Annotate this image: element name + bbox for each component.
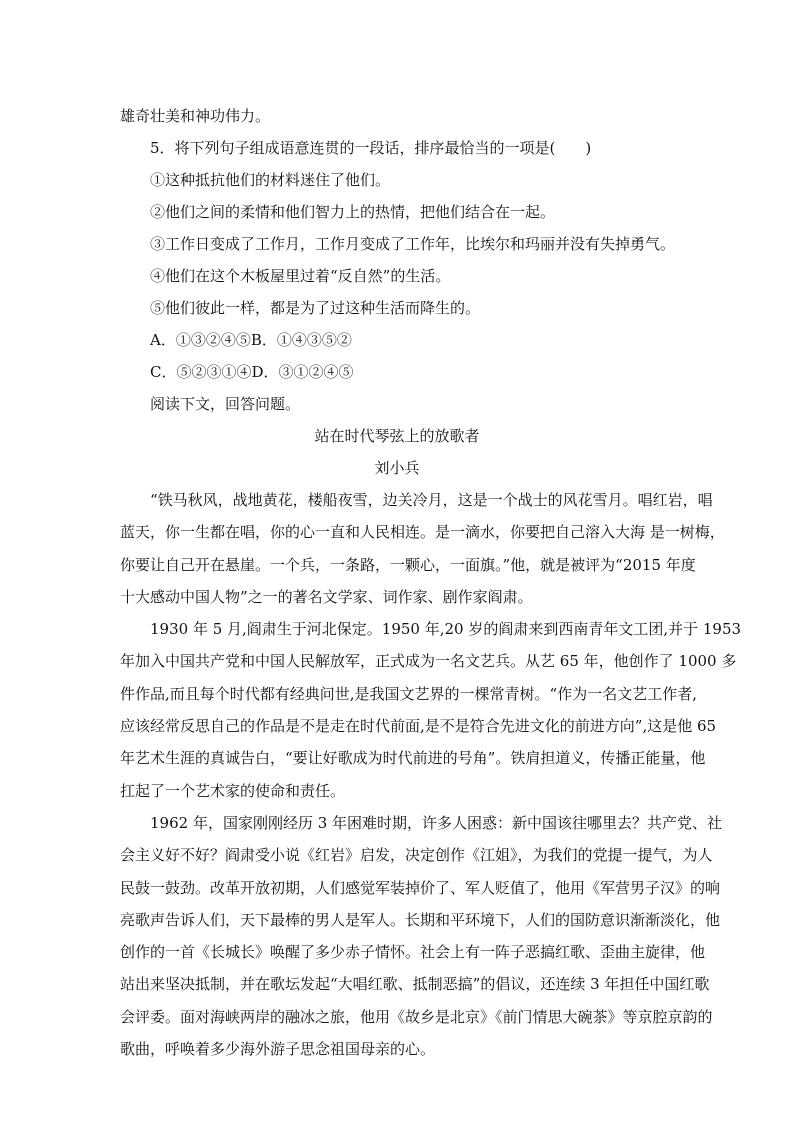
sentence-option: ③工作日变成了工作月，工作月变成了工作年，比埃尔和玛丽并没有失掉勇气。 [150, 235, 676, 253]
paragraph-line: 亮歌声告诉人们，天下最棒的男人是军人。长期和平环境下，人们的国防意识渐渐淡化，他 [120, 910, 721, 929]
sentence-option: ①这种抵抗他们的材料迷住了他们。 [150, 171, 391, 189]
article-title: 站在时代琴弦上的放歌者 [314, 427, 480, 445]
article-author: 刘小兵 [374, 459, 420, 477]
paragraph-line: 1962 年，国家刚刚经历 3 年困难时期，许多人困惑：新中国该往哪里去？共产党、社 [150, 813, 723, 832]
paragraph-line: 民鼓一鼓劲。改革开放初期，人们感觉军装掉价了、军人贬值了，他用《军营男子汉》的响 [120, 878, 721, 897]
document-page [120, 100, 742, 1065]
paragraph-2 [120, 613, 742, 807]
paragraph-line: 件作品,而且每个时代都有经典问世,是我国文艺界的一棵常青树。“作为一名文艺工作者, [120, 684, 697, 703]
sentence-option: ④他们在这个木板屋里过着“反自然”的生活。 [150, 267, 451, 285]
paragraph-line: 会评委。面对海峡两岸的融冰之旅，他用《故乡是北京》《前门情思大碗茶》等京腔京韵的 [120, 1007, 713, 1026]
paragraph-3 [120, 807, 723, 1065]
reading-instruction: 阅读下文，回答问题。 [150, 395, 301, 413]
paragraph-line: 蓝天，你一生都在唱，你的心一直和人民相连。是一滴水，你要把自己溶入大海 是一树梅， [120, 523, 725, 542]
paragraph-line: 1930 年 5 月,阎肃生于河北保定。1950 年,20 岁的阎肃来到西南青年文工团,并于 1953 [150, 620, 742, 639]
answer-choices-cd: C．⑤②③①④D．③①②④⑤ [150, 363, 354, 381]
paragraph-line: 歌曲，呼唤着多少海外游子思念祖国母亲的心。 [120, 1040, 436, 1059]
paragraph-line: 十大感动中国人物”之一的著名文学家、词作家、剧作家阎肃。 [120, 587, 533, 606]
sentence-option: ②他们之间的柔情和他们智力上的热情，把他们结合在一起。 [150, 203, 556, 221]
article [120, 420, 742, 1065]
paragraph-line: 创作的一首《长城长》唤醒了多少赤子情怀。社会上有一阵子恶搞红歌、歪曲主旋律，他 [120, 943, 706, 962]
paragraph-1 [120, 484, 725, 613]
paragraph-line: 会主义好不好？阎肃受小说《红岩》启发，决定创作《江姐》，为我们的党提一提气，为人 [120, 846, 713, 865]
text-line: 雄奇壮美和神功伟力。 [120, 107, 271, 125]
paragraph-line: 年加入中国共产党和中国人民解放军，正式成为一名文艺兵。从艺 65 年，他创作了 1000 多 [120, 652, 737, 671]
paragraph-line: 年艺术生涯的真诚告白，“要让好歌成为时代前进的号角”。铁肩担道义，传播正能量，他 [120, 749, 706, 768]
paragraph-line: 你要让自己开在悬崖。一个兵，一条路，一颗心，一面旗。”他，就是被评为“2015 年度 [120, 555, 696, 574]
paragraph-line: 应该经常反思自己的作品是不是走在时代前面,是不是符合先进文化的前进方向”,这是他 65 [120, 717, 717, 736]
sentence-option: ⑤他们彼此一样，都是为了过这种生活而降生的。 [150, 299, 481, 317]
paragraph-line: 站出来坚决抵制，并在歌坛发起“大唱红歌、抵制恶搞”的倡议，还连续 3 年担任中国红歌 [120, 975, 710, 994]
paragraph-line: 扛起了一个艺术家的使命和责任。 [120, 781, 346, 800]
question-stem: 5．将下列句子组成语意连贯的一段话，排序最恰当的一项是( ) [150, 139, 592, 157]
question-section [120, 100, 674, 420]
paragraph-line: “铁马秋风，战地黄花，楼船夜雪，边关冷月，这是一个战士的风花雪月。唱红岩，唱 [150, 491, 713, 509]
answer-choices-ab: A．①③②④⑤B．①④③⑤② [150, 331, 352, 349]
